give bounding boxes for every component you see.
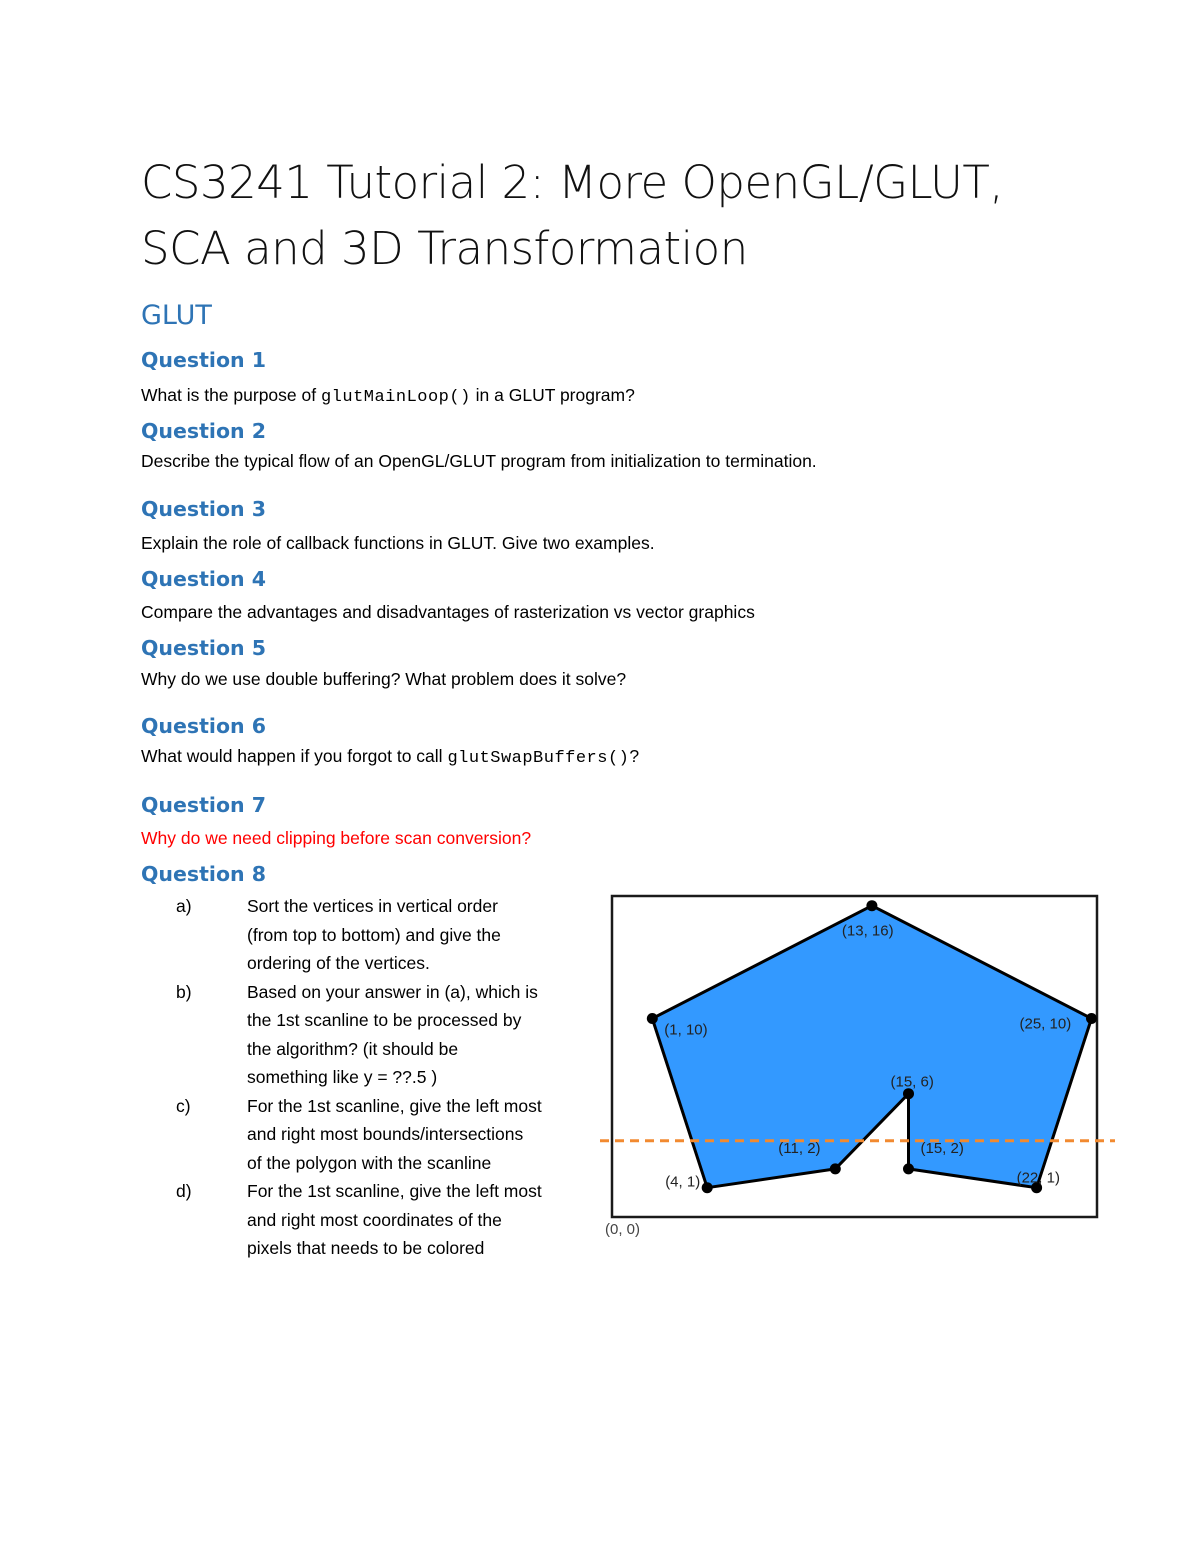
part-marker: d) xyxy=(176,1181,192,1201)
question-8-part-d xyxy=(141,1177,591,1263)
title-line-1: CS3241 Tutorial 2: More OpenGL/GLUT, xyxy=(141,156,1004,209)
vertex-label: (4, 1) xyxy=(665,1173,701,1191)
question-7-text: Why do we need clipping before scan conversion? xyxy=(141,828,532,848)
vertex-label: (1, 10) xyxy=(664,1021,708,1039)
vertex-point xyxy=(903,1163,914,1174)
title-line-2: SCA and 3D Transformation xyxy=(141,222,748,275)
part-line: Based on your answer in (a), which is xyxy=(247,981,538,1002)
question-1-text-post: in a GLUT program? xyxy=(470,385,635,405)
polygon-shape xyxy=(652,906,1091,1188)
question-2-heading: Question 2 xyxy=(141,419,267,443)
question-8-heading: Question 8 xyxy=(141,862,267,886)
question-8-part-c xyxy=(141,1092,591,1178)
question-2-text: Describe the typical flow of an OpenGL/GLUT program from initialization to termination. xyxy=(141,451,817,471)
part-line: For the 1st scanline, give the left most xyxy=(247,1095,542,1116)
vertex-point xyxy=(647,1013,658,1024)
question-1-heading: Question 1 xyxy=(141,348,267,372)
polygon-scanline-figure xyxy=(595,888,1125,1248)
vertex-point xyxy=(830,1163,841,1174)
question-4-heading: Question 4 xyxy=(141,567,267,591)
question-5-heading: Question 5 xyxy=(141,636,267,660)
vertex-label: (15, 6) xyxy=(890,1073,934,1091)
part-line: and right most bounds/intersections xyxy=(247,1124,524,1144)
vertex-label: (15, 2) xyxy=(920,1139,964,1157)
question-5-text: Why do we use double buffering? What problem does it solve? xyxy=(141,669,627,689)
question-1-code: glutMainLoop() xyxy=(320,388,471,407)
part-line: For the 1st scanline, give the left most xyxy=(247,1181,542,1201)
question-8-part-b xyxy=(141,978,591,1092)
page-title xyxy=(141,150,1101,282)
part-line: Sort the vertices in vertical order xyxy=(247,896,498,916)
question-6-code: glutSwapBuffers() xyxy=(447,749,630,768)
origin-label: (0, 0) xyxy=(605,1221,641,1238)
part-line: and right most coordinates of the xyxy=(247,1209,502,1230)
question-8-part-a xyxy=(141,892,591,978)
vertex-label: (25, 10) xyxy=(1019,1015,1072,1033)
question-6-text-post: ? xyxy=(629,746,640,766)
part-marker: b) xyxy=(176,981,192,1002)
vertex-label: (11, 2) xyxy=(778,1139,821,1157)
part-line: ordering of the vertices. xyxy=(247,953,430,973)
vertex-label: (13, 16) xyxy=(841,922,894,940)
part-line: the 1st scanline to be processed by xyxy=(247,1010,522,1030)
question-8-parts xyxy=(141,892,591,1263)
question-6-text-pre: What would happen if you forgot to call xyxy=(141,746,448,766)
question-4-text: Compare the advantages and disadvantages of rasterization vs vector graphics xyxy=(141,602,755,622)
part-marker: c) xyxy=(176,1095,191,1116)
question-3-text: Explain the role of callback functions in GLUT. Give two examples. xyxy=(141,533,655,553)
part-line: pixels that needs to be colored xyxy=(247,1238,485,1258)
question-3-heading: Question 3 xyxy=(141,497,267,521)
vertex-point xyxy=(866,900,877,911)
vertex-label: (22, 1) xyxy=(1016,1169,1060,1187)
part-line: of the polygon with the scanline xyxy=(247,1152,492,1173)
part-line: the algorithm? (it should be xyxy=(247,1038,459,1059)
question-6-text xyxy=(141,746,639,768)
vertex-point xyxy=(1086,1013,1097,1024)
question-1-text xyxy=(141,385,635,407)
part-marker: a) xyxy=(176,896,192,916)
question-1-text-pre: What is the purpose of xyxy=(141,385,321,405)
vertex-point xyxy=(702,1182,713,1193)
part-line: (from top to bottom) and give the xyxy=(247,924,501,945)
section-heading-glut: GLUT xyxy=(141,300,212,331)
question-6-heading: Question 6 xyxy=(141,714,267,738)
part-line: something like y = ??.5 ) xyxy=(247,1067,438,1087)
question-7-heading: Question 7 xyxy=(141,793,267,817)
